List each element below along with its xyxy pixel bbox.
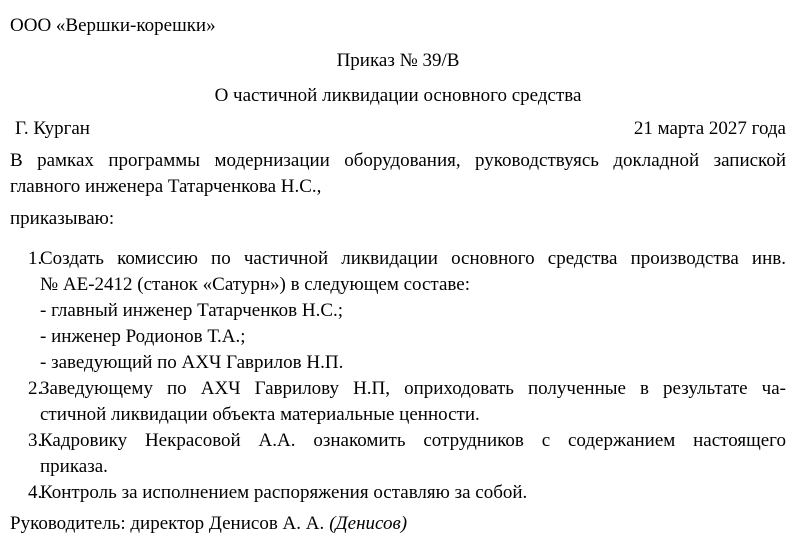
intro-line: главного инженера Татарченкова Н.С., [10, 176, 322, 197]
item-line: приказа. [40, 456, 108, 477]
item-line: - инженер Родионов Т.А.; [40, 326, 246, 347]
item-number: 2. [28, 378, 43, 399]
order-date: 21 марта 2027 года [633, 118, 786, 139]
signature-line [10, 511, 786, 537]
place-date-row [10, 116, 786, 142]
item-line: - заведующий по АХЧ Гаврилов Н.П. [40, 352, 344, 373]
item-number: 4. [28, 482, 43, 503]
intro-paragraph [10, 148, 786, 200]
place-name: Г. Курган [15, 118, 90, 139]
signature-label: Руководитель: директор Денисов А. А. [10, 513, 325, 534]
item-line: № АЕ-2412 (станок «Сатурн») в следующем составе: [40, 274, 470, 295]
item-line: Контроль за исполнением распоряжения оставляю за собой. [40, 482, 528, 503]
intro-line: В рамках программы модернизации оборудования, руководствуясь докладной запиской [10, 150, 786, 171]
order-item-3 [10, 428, 786, 480]
item-line: Кадровику Некрасовой А.А. ознакомить сотрудников с содержанием настоящего [40, 430, 786, 451]
order-title: Приказ № 39/В [336, 50, 460, 71]
item-line: стичной ликвидации объекта материальные ценности. [40, 404, 480, 425]
item-line: Заведующему по АХЧ Гаврилову Н.П, оприходовать полученные в результате ча- [40, 378, 786, 399]
order-item-2 [10, 376, 786, 428]
directive-text: приказываю: [10, 208, 115, 229]
signature-name: (Денисов) [329, 513, 408, 534]
order-item-4 [10, 480, 786, 506]
item-line: - главный инженер Татарченков Н.С.; [40, 300, 344, 321]
order-subject: О частичной ликвидации основного средства [214, 85, 582, 106]
item-number: 1. [28, 248, 43, 269]
company-name: ООО «Вершки-корешки» [10, 15, 216, 36]
order-list [10, 246, 786, 506]
item-number: 3. [28, 430, 43, 451]
item-line: Создать комиссию по частичной ликвидации основного средства производства инв. [40, 248, 786, 269]
order-item-1 [10, 246, 786, 376]
